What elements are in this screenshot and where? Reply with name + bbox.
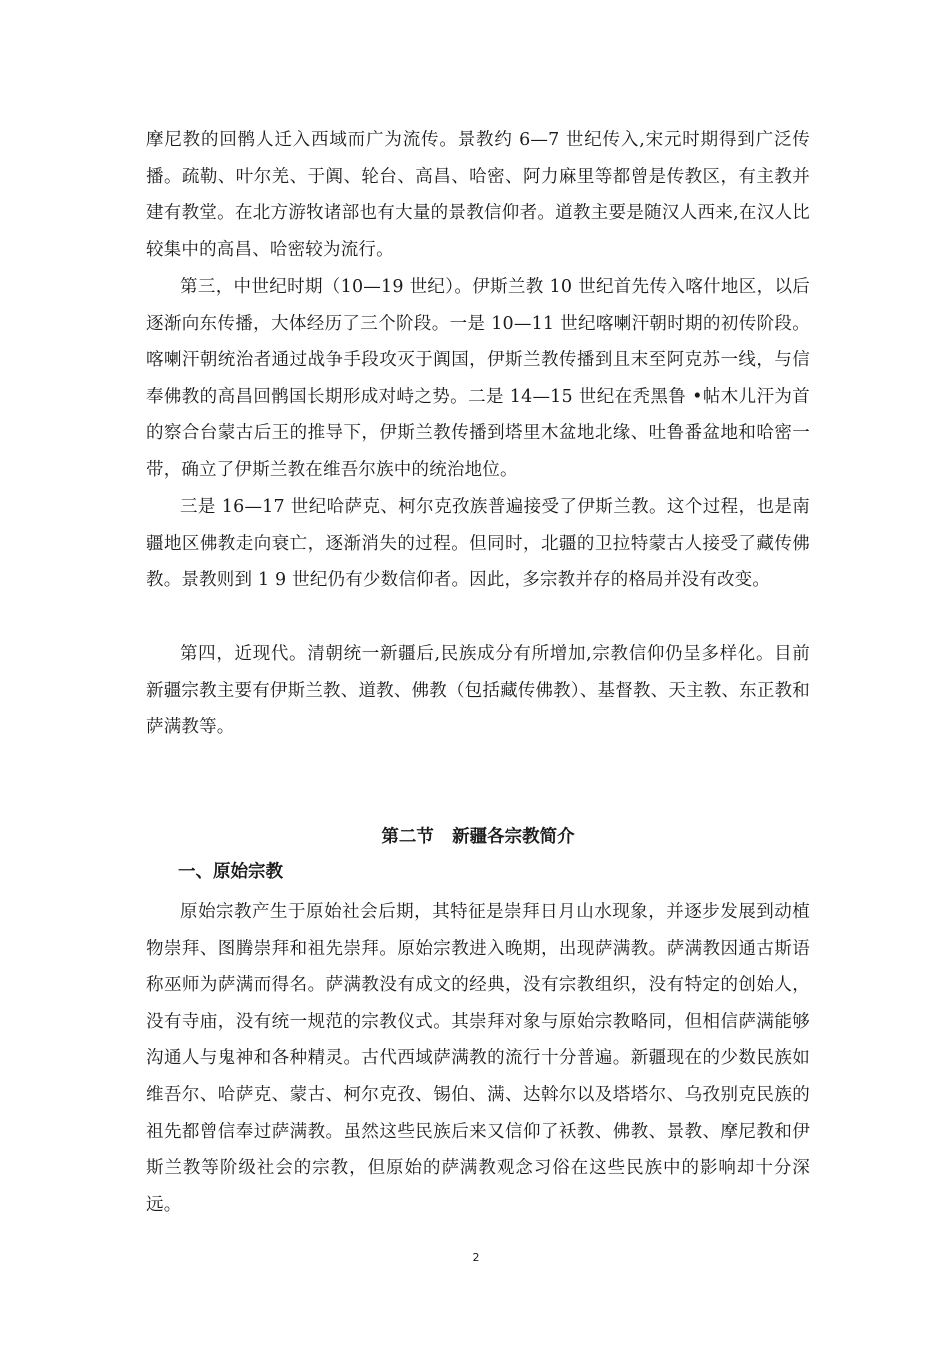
page-number: 2 xyxy=(472,1251,480,1264)
paragraph-text: 第四，近现代。清朝统一新疆后,民族成分有所增加,宗教信仰仍呈多样化。目前新疆宗教主要有伊斯兰教、道教、佛教（包括藏传佛教）、基督教、天主教、东正教和萨满教等。 xyxy=(146,644,810,738)
paragraph-text: 原始宗教产生于原始社会后期，其特征是崇拜日月山水现象，并逐步发展到动植物崇拜、图腾崇拜和祖先崇拜。原始宗教进入晚期，出现萨满教。萨满教因通古斯语称巫师为萨满而得名。萨满教没有成文的经典，没有宗教组织，没有特定的创始人，没有寺庙，没有统一规范的宗教仪式。其崇拜对象与原始宗教略同，但相信萨满能够沟通人与鬼神和各种精灵。古代西域萨满教的流行十分普遍。新疆现在的少数民族如维吾尔、哈萨克、蒙古、柯尔克孜、锡伯、满、达斡尔以及塔塔尔、乌孜别克民族的祖先都曾信奉过萨满教。虽然这些民族后来又信仰了袄教、佛教、景教、摩尼教和伊斯兰教等阶级社会的宗教，但原始的萨满教观念习俗在这些民族中的影响却十分深远。 xyxy=(146,902,810,1215)
paragraph-modern-period xyxy=(146,636,810,746)
paragraph-text: 摩尼教的回鹘人迁入西域而广为流传。景教约 6—7 世纪传入,宋元时期得到广泛传播。疏勒、叶尔羌、于阗、轮台、高昌、哈密、阿力麻里等都曾是传教区，有主教并建有教堂。在北方游牧诸部也有大量的景教信仰者。道教主要是随汉人西来,在汉人比较集中的高昌、哈密较为流行。 xyxy=(146,130,810,260)
paragraph-medieval-period xyxy=(146,269,810,489)
paragraph-text: 第三，中世纪时期（10—19 世纪）。伊斯兰教 10 世纪首先传入喀什地区，以后逐渐向东传播，大体经历了三个阶段。一是 10—11 世纪喀喇汗朝时期的初传阶段。喀喇汗朝统治者通过战争手段攻灭于阗国，伊斯兰教传播到且末至阿克苏一线，与信奉佛教的高昌回鹘国长期形成对峙之势。二是 14—15 世纪在秃黑鲁 •帖木儿汗为首的察合台蒙古后王的推导下，伊斯兰教传播到塔里木盆地北缘、吐鲁番盆地和哈密一带，确立了伊斯兰教在维吾尔族中的统治地位。 xyxy=(146,277,810,480)
subheading-primitive-religion: 一、原始宗教 xyxy=(178,862,283,882)
paragraph-continued xyxy=(146,122,810,268)
paragraph-primitive-religion xyxy=(146,894,810,1223)
section-title: 第二节 新疆各宗教简介 xyxy=(381,827,575,847)
paragraph-third-stage xyxy=(146,489,810,599)
paragraph-text: 三是 16—17 世纪哈萨克、柯尔克孜族普遍接受了伊斯兰教。这个过程，也是南疆地区佛教走向衰亡，逐渐消失的过程。但同时，北疆的卫拉特蒙古人接受了藏传佛教。景教则到 1 9 世纪仍有少数信仰者。因此，多宗教并存的格局并没有改变。 xyxy=(146,497,810,591)
